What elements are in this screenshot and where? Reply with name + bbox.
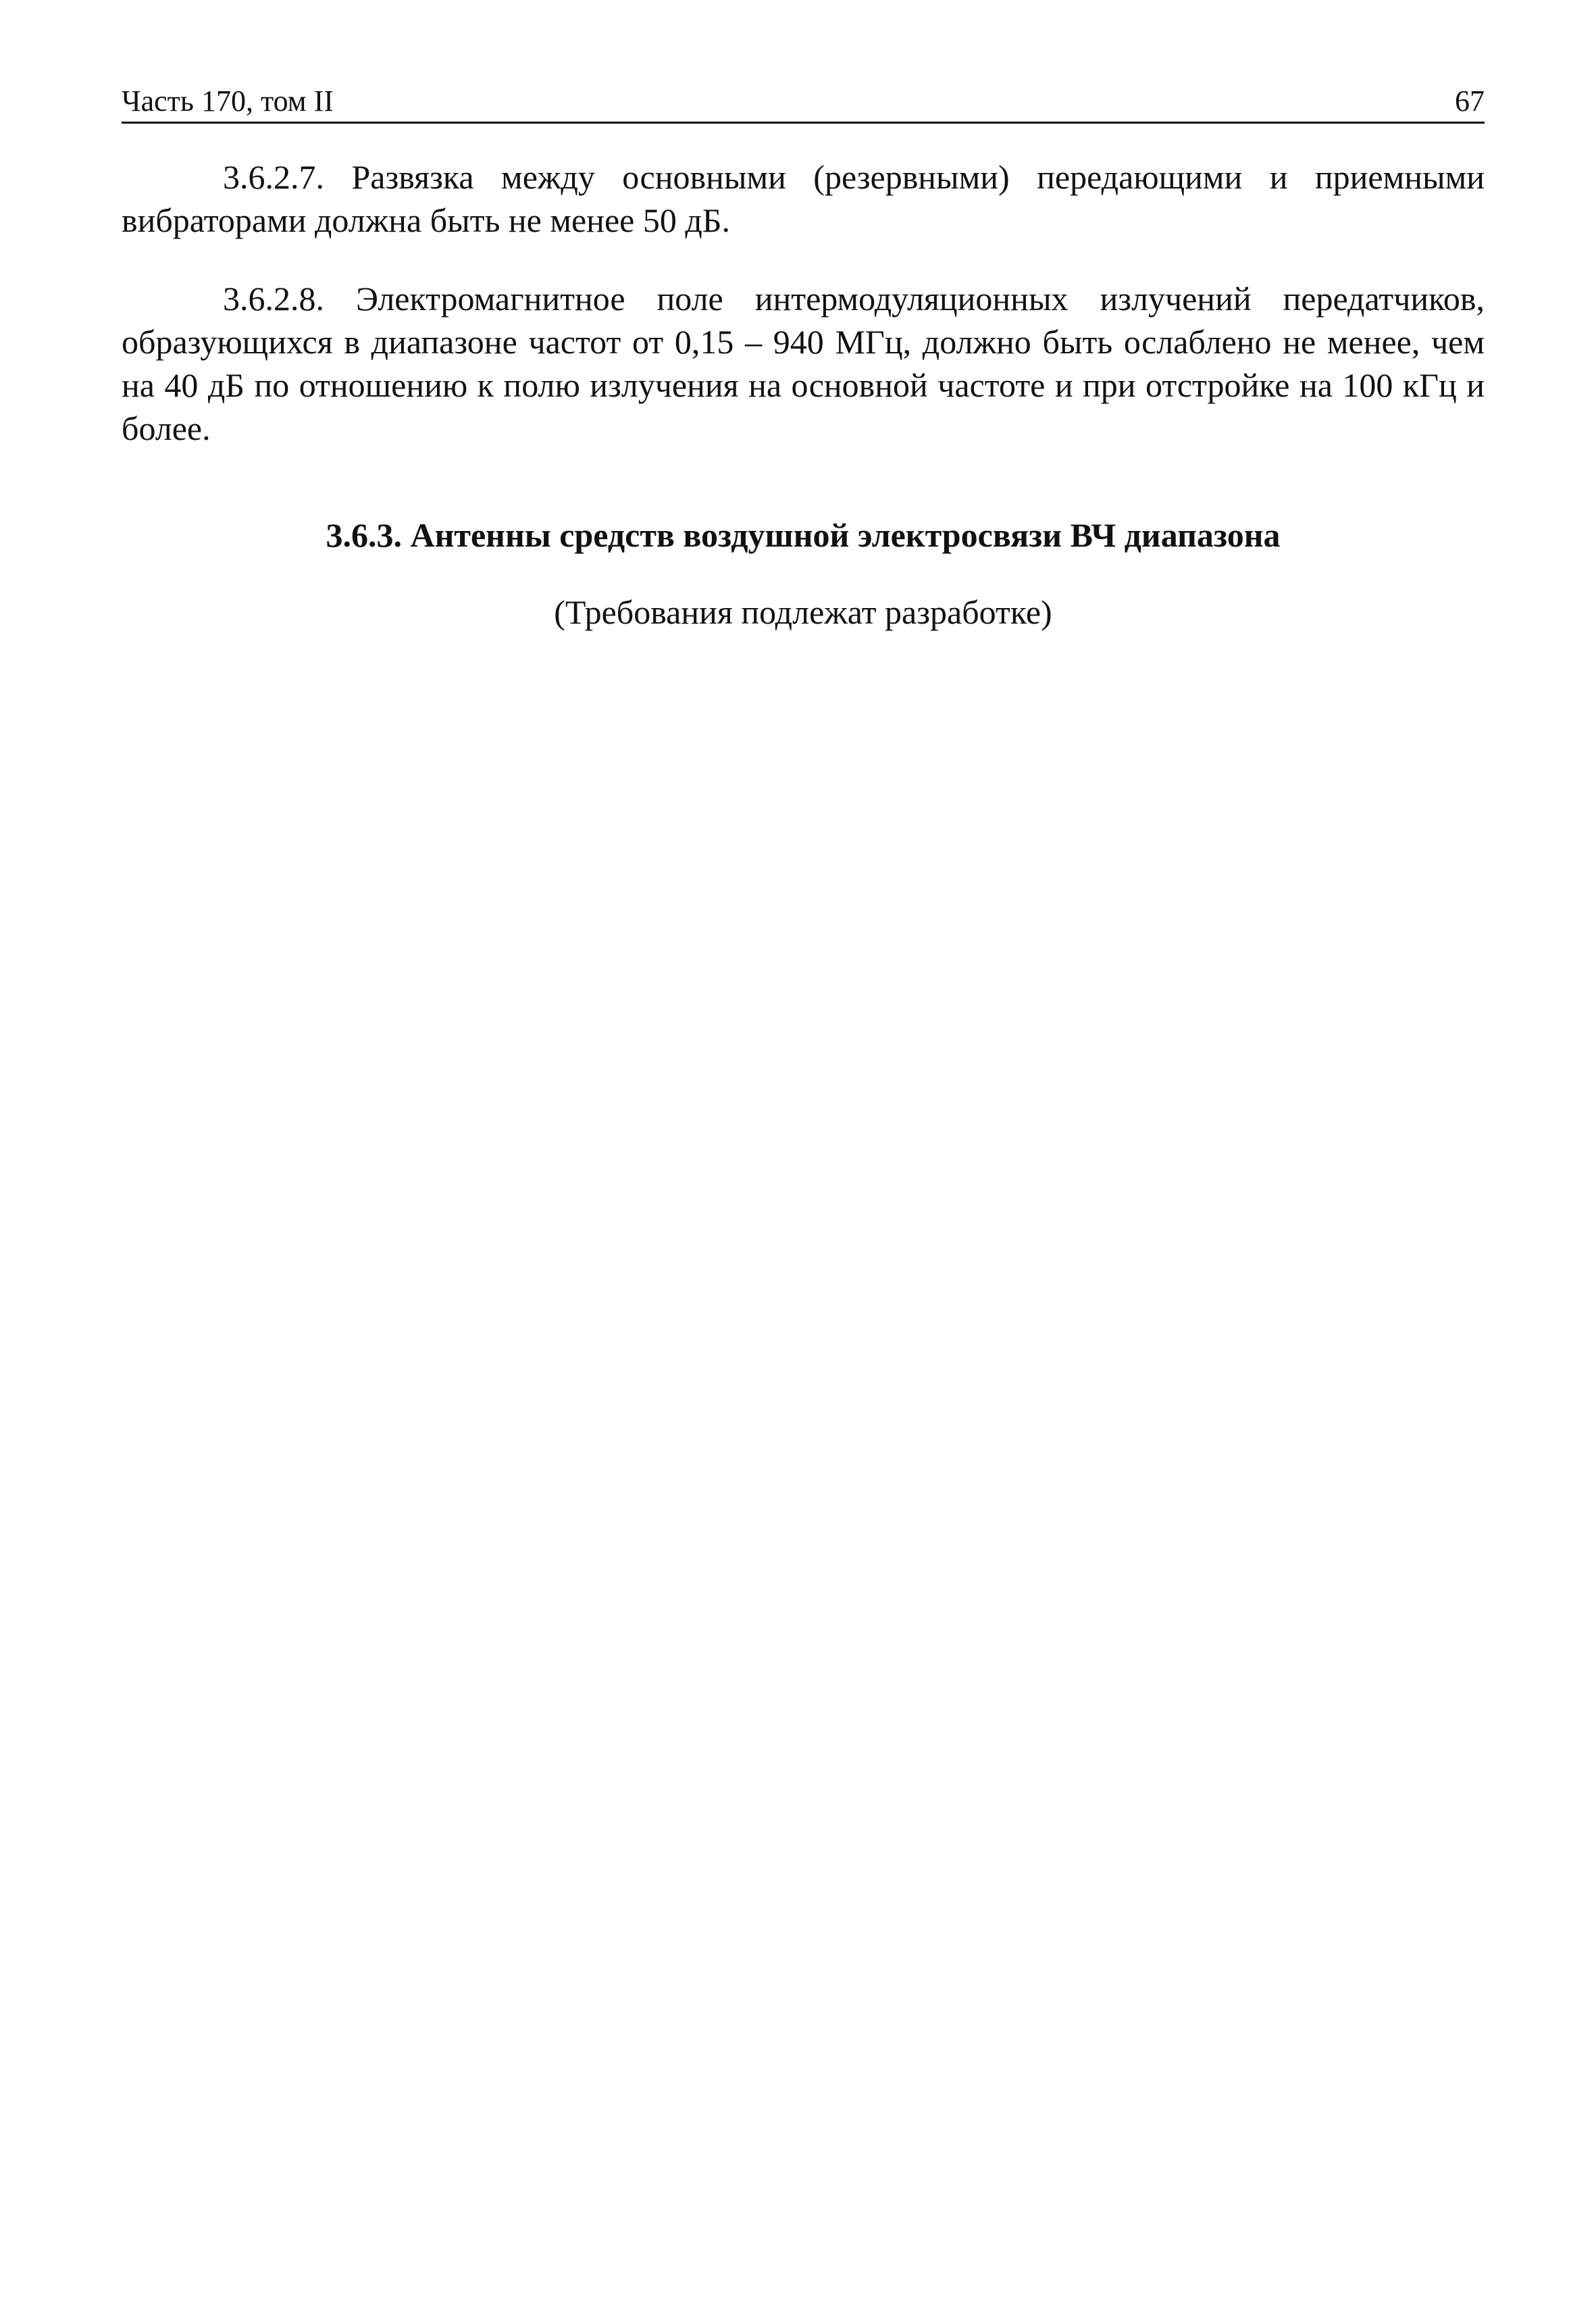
section-heading-3-6-3: 3.6.3. Антенны средств воздушной электросвязи ВЧ диапазона xyxy=(326,516,1281,554)
section-note: (Требования подлежат разработке) xyxy=(554,593,1052,631)
paragraph-3-6-2-8: 3.6.2.8. Электромагнитное поле интермодуляционных излучений передатчиков, образующихся в диапазоне частот от 0,15 – 940 МГц, должно быть ослаблено не менее, чем на 40 дБ по отношению к полю излучения на основной частоте и при отстройке на 100 кГц и более. xyxy=(122,280,1485,447)
running-header xyxy=(122,80,1485,124)
paragraph-3-6-2-7: 3.6.2.7. Развязка между основными (резервными) передающими и приемными вибраторами должна быть не менее 50 дБ. xyxy=(122,158,1485,239)
header-left-text: Часть 170, том II xyxy=(122,84,334,118)
page-number: 67 xyxy=(1455,84,1485,118)
header-rule xyxy=(122,122,1485,124)
